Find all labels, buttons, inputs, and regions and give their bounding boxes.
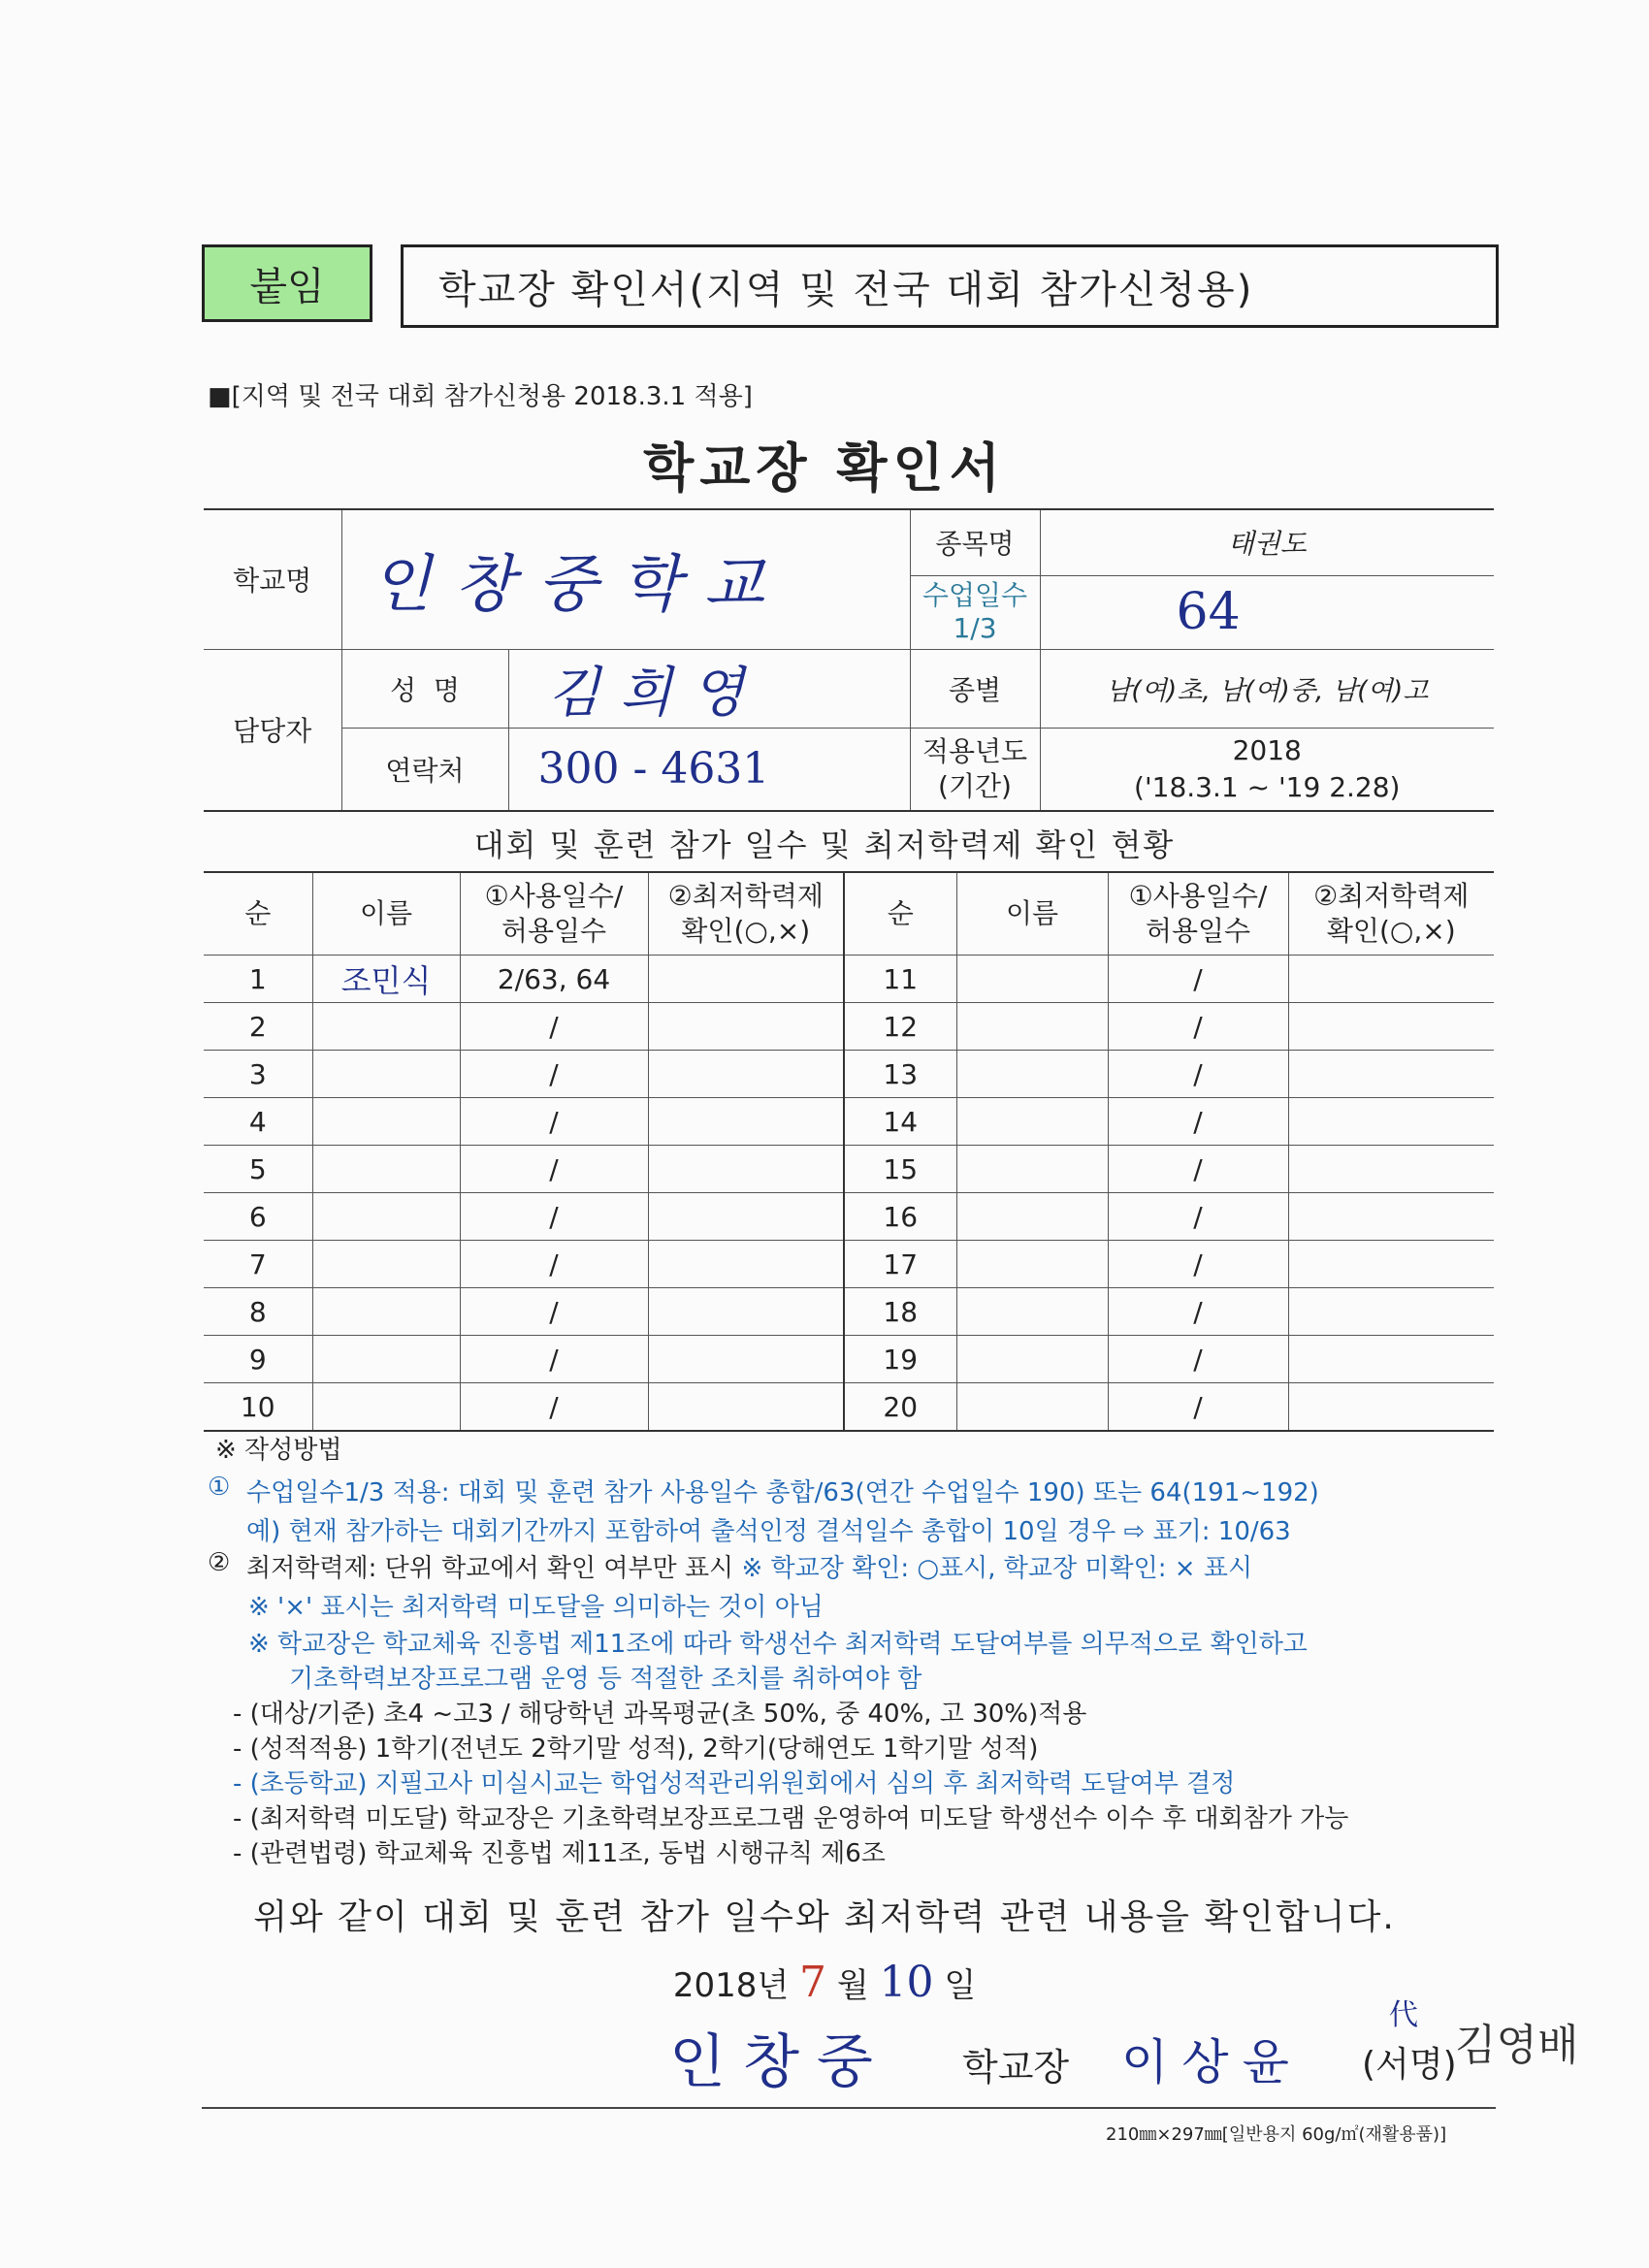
notes-heading: ※ 작성방법: [215, 1436, 342, 1465]
gender-value: 남(여)초, 남(여)중, 남(여)고: [1040, 649, 1494, 728]
row-name: [956, 1098, 1108, 1146]
page-title: 학교장 확인서: [643, 437, 1006, 499]
row-no: 4: [204, 1098, 312, 1146]
row-no: 6: [204, 1193, 312, 1241]
row-no: 13: [844, 1051, 956, 1098]
row-days: /: [1108, 1098, 1288, 1146]
note-2-line-a-text: 최저학력제: 단위 학교에서 확인 여부만 표시: [246, 1554, 734, 1583]
row-check: [1288, 1051, 1494, 1098]
row-no: 9: [204, 1336, 312, 1383]
row-name: [312, 1003, 460, 1051]
application-note: ■[지역 및 전국 대회 참가신청용 2018.3.1 적용]: [208, 382, 753, 411]
col-check-right-line2: 확인(○,×): [1326, 915, 1456, 947]
row-name: [956, 956, 1108, 1003]
row-days: /: [460, 1146, 648, 1193]
col-days-right: [1108, 872, 1288, 956]
gender-label: 종별: [910, 649, 1040, 728]
paper-spec: 210㎜×297㎜[일반용지 60g/㎡(재활용품)]: [1106, 2124, 1447, 2145]
table-row: [204, 1098, 1494, 1146]
row-no: 8: [204, 1288, 312, 1336]
table-row: [204, 956, 1494, 1003]
info-table: [204, 508, 1494, 812]
col-days-right-line2: 허용일수: [1145, 915, 1251, 947]
col-days-left: [460, 872, 648, 956]
note-2-line-a: [246, 1548, 1252, 1584]
row-check: [648, 1146, 844, 1193]
contact-label: 연락처: [341, 728, 508, 811]
row-days: /: [1108, 1383, 1288, 1432]
date-day-value: 10: [879, 1958, 934, 2007]
signature-school: 인창중: [669, 2028, 890, 2096]
col-no-right: 순: [844, 872, 956, 956]
apply-year-label: [910, 728, 1040, 811]
row-no: 16: [844, 1193, 956, 1241]
col-days-left-line1: ①사용일수/: [484, 880, 624, 912]
date-year: 2018년: [672, 1966, 790, 2005]
row-no: 20: [844, 1383, 956, 1432]
row-name: [956, 1336, 1108, 1383]
row-days: /: [460, 1336, 648, 1383]
principal-name: 이상윤: [1121, 2034, 1303, 2090]
row-days: /: [1108, 956, 1288, 1003]
date-day-label: 일: [944, 1966, 977, 2005]
row-name: [956, 1383, 1108, 1432]
row-check: [648, 1336, 844, 1383]
note-1-line-b: 예) 현재 참가하는 대회기간까지 포함하여 출석인정 결석일수 총합이 10일 경우 ⇨ 표기: 10/63: [246, 1517, 1291, 1546]
row-check: [648, 1098, 844, 1146]
row-days: /: [460, 1241, 648, 1288]
table-row: [204, 1193, 1494, 1241]
row-name: [956, 1051, 1108, 1098]
row-name: [312, 1051, 460, 1098]
row-days: /: [1108, 1051, 1288, 1098]
note-2-line-b: ※ '×' 표시는 최저학력 미도달을 의미하는 것이 아님: [248, 1593, 824, 1622]
school-days-label-line1: 수업일수: [922, 579, 1028, 611]
row-name: [956, 1003, 1108, 1051]
proxy-mark: 代: [1389, 1998, 1418, 2032]
confirmation-statement: 위와 같이 대회 및 훈련 참가 일수와 최저학력 관련 내용을 확인합니다.: [253, 1897, 1396, 1937]
row-check: [1288, 1146, 1494, 1193]
school-days-label-line2: 1/3: [953, 612, 997, 644]
school-days-label: [910, 575, 1040, 649]
row-name: [312, 1193, 460, 1241]
note-2-line-d: 기초학력보장프로그램 운영 등 적절한 조치를 취하여야 함: [289, 1665, 922, 1694]
row-check: [1288, 1383, 1494, 1432]
row-check: [648, 1193, 844, 1241]
manager-name-value: 김희영: [508, 649, 910, 728]
row-check: [648, 1051, 844, 1098]
col-check-left-line2: 확인(○,×): [681, 915, 811, 947]
col-check-left: [648, 872, 844, 956]
row-name: [956, 1193, 1108, 1241]
table-row: [204, 1051, 1494, 1098]
col-name-left: 이름: [312, 872, 460, 956]
row-days: /: [1108, 1003, 1288, 1051]
table-row: [204, 1146, 1494, 1193]
row-check: [1288, 1336, 1494, 1383]
row-no: 1: [204, 956, 312, 1003]
row-name: [312, 1336, 460, 1383]
sport-label: 종목명: [910, 509, 1040, 575]
note-1-line-a: 수업일수1/3 적용: 대회 및 훈련 참가 사용일수 총합/63(연간 수업일수 190) 또는 64(191~192): [246, 1478, 1319, 1507]
row-days: /: [460, 1383, 648, 1432]
note-detail-3: - (초등학교) 지필고사 미실시교는 학업성적관리위원회에서 심의 후 최저학력 도달여부 결정: [233, 1769, 1236, 1798]
apply-year-value: [1040, 728, 1494, 811]
records-table: [204, 871, 1494, 1432]
apply-year-label-line1: 적용년도: [922, 734, 1028, 767]
col-check-right: [1288, 872, 1494, 956]
row-name: [312, 1098, 460, 1146]
row-check: [1288, 1241, 1494, 1288]
row-days: 2/63, 64: [460, 956, 648, 1003]
row-check: [648, 1288, 844, 1336]
row-no: 12: [844, 1003, 956, 1051]
row-days: /: [460, 1003, 648, 1051]
row-days: /: [1108, 1288, 1288, 1336]
row-no: 10: [204, 1383, 312, 1432]
table-row: [204, 1336, 1494, 1383]
row-days: /: [1108, 1146, 1288, 1193]
attachment-label: 붙임: [202, 244, 372, 322]
col-check-left-line1: ②최저학력제: [667, 880, 824, 912]
date-month-value: 7: [799, 1958, 827, 2007]
row-name: [956, 1241, 1108, 1288]
document-header-title: 학교장 확인서(지역 및 전국 대회 참가신청용): [401, 244, 1499, 328]
school-days-value: 64: [1040, 575, 1494, 649]
note-detail-4: - (최저학력 미도달) 학교장은 기초학력보장프로그램 운영하여 미도달 학생선수 이수 후 대회참가 가능: [233, 1804, 1349, 1833]
row-name: 조민식: [312, 956, 460, 1003]
table-row: [204, 1288, 1494, 1336]
note-detail-2: - (성적적용) 1학기(전년도 2학기말 성적), 2학기(당해연도 1학기말 성적): [233, 1734, 1039, 1764]
school-name-value: 인창중학교: [341, 509, 910, 649]
row-no: 17: [844, 1241, 956, 1288]
note-detail-1: - (대상/기준) 초4 ~고3 / 해당학년 과목평균(초 50%, 중 40%, 고 30%)적용: [233, 1700, 1087, 1729]
row-no: 3: [204, 1051, 312, 1098]
note-1-mark: ①: [208, 1473, 231, 1502]
section-title: 대회 및 훈련 참가 일수 및 최저학력제 확인 현황: [473, 826, 1176, 863]
manager-label: 담당자: [204, 649, 341, 811]
row-name: [312, 1288, 460, 1336]
col-name-right: 이름: [956, 872, 1108, 956]
signer-name: 김영배: [1455, 2021, 1579, 2070]
apply-year-value-line1: 2018: [1232, 733, 1302, 766]
row-no: 18: [844, 1288, 956, 1336]
note-2-line-c: ※ 학교장은 학교체육 진흥법 제11조에 따라 학생선수 최저학력 도달여부를 의무적으로 확인하고: [248, 1630, 1308, 1659]
col-check-right-line1: ②최저학력제: [1313, 880, 1470, 912]
sport-value: 태권도: [1040, 509, 1494, 575]
principal-label: 학교장: [962, 2046, 1070, 2089]
row-check: [648, 1003, 844, 1051]
contact-value: 300 - 4631: [508, 728, 910, 811]
note-2-line-a-highlight: ※ 학교장 확인: ○표시, 학교장 미확인: × 표시: [741, 1554, 1253, 1583]
col-days-left-line2: 허용일수: [501, 915, 607, 947]
note-2-mark: ②: [208, 1548, 231, 1577]
table-row: [204, 1003, 1494, 1051]
row-name: [956, 1288, 1108, 1336]
row-check: [1288, 956, 1494, 1003]
date-month-label: 월: [836, 1966, 869, 2005]
row-no: 14: [844, 1098, 956, 1146]
row-check: [1288, 1288, 1494, 1336]
row-days: /: [460, 1193, 648, 1241]
row-days: /: [1108, 1241, 1288, 1288]
row-check: [1288, 1003, 1494, 1051]
row-days: /: [1108, 1193, 1288, 1241]
apply-year-label-line2: (기간): [938, 769, 1012, 802]
row-no: 19: [844, 1336, 956, 1383]
bottom-divider: [202, 2107, 1496, 2109]
table-row: [204, 1241, 1494, 1288]
row-name: [312, 1383, 460, 1432]
apply-year-value-line2: ('18.3.1 ~ '19 2.28): [1134, 770, 1401, 803]
row-name: [956, 1146, 1108, 1193]
row-check: [1288, 1098, 1494, 1146]
row-check: [648, 1241, 844, 1288]
school-name-label: 학교명: [204, 509, 341, 649]
row-name: [312, 1241, 460, 1288]
col-days-right-line1: ①사용일수/: [1128, 880, 1268, 912]
table-row: [204, 1383, 1494, 1432]
row-no: 2: [204, 1003, 312, 1051]
row-days: /: [460, 1288, 648, 1336]
manager-name-label: 성 명: [341, 649, 508, 728]
row-no: 7: [204, 1241, 312, 1288]
col-no-left: 순: [204, 872, 312, 956]
row-check: [1288, 1193, 1494, 1241]
row-no: 5: [204, 1146, 312, 1193]
row-no: 11: [844, 956, 956, 1003]
row-check: [648, 956, 844, 1003]
row-days: /: [1108, 1336, 1288, 1383]
signature-label: (서명): [1362, 2045, 1457, 2085]
row-no: 15: [844, 1146, 956, 1193]
row-days: /: [460, 1051, 648, 1098]
row-days: /: [460, 1098, 648, 1146]
row-check: [648, 1383, 844, 1432]
note-detail-5: - (관련법령) 학교체육 진흥법 제11조, 동법 시행규칙 제6조: [233, 1839, 886, 1868]
row-name: [312, 1146, 460, 1193]
